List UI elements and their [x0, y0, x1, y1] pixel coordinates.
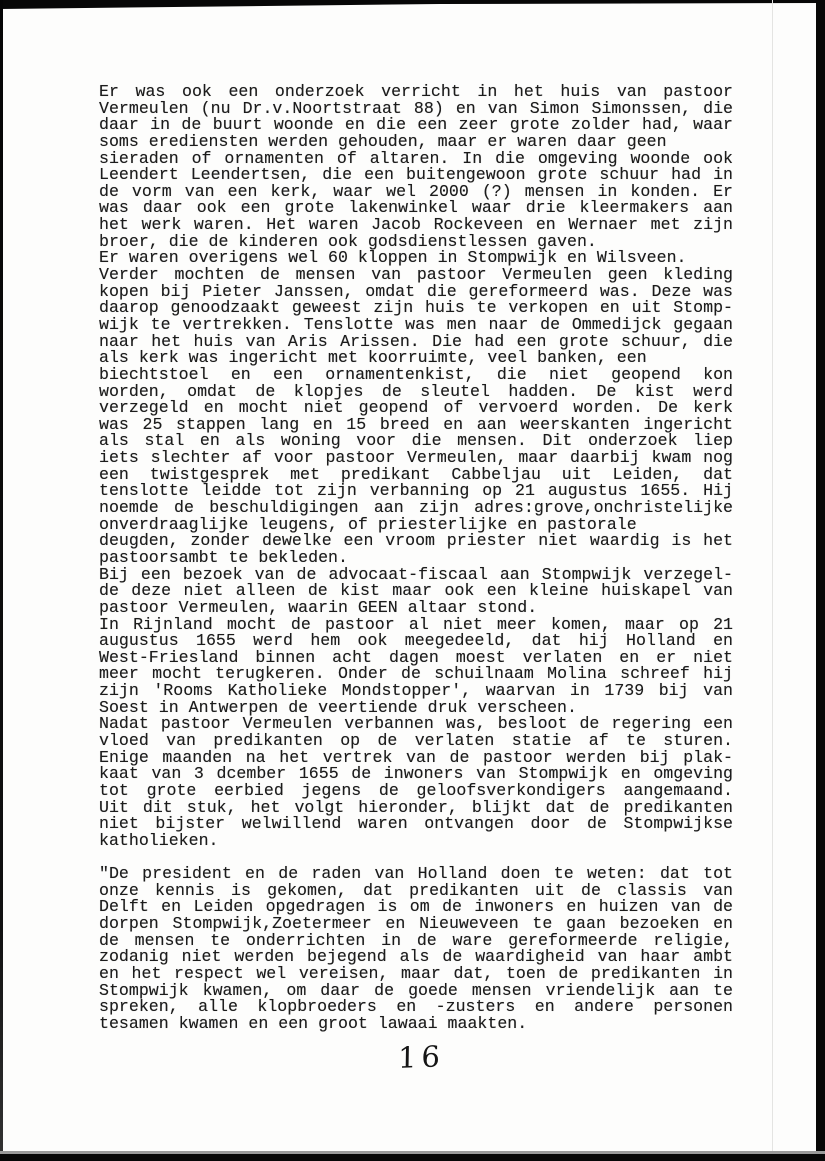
- text-line: de mensen te onderrichten in de ware gereformeerde religie,: [99, 930, 733, 950]
- text-line: het werk waren. Het waren Jacob Rockeveen en Wernaer met zijn: [99, 215, 733, 235]
- text-line: naar het huis van Aris Arissen. Die had een grote schuur, die: [99, 331, 733, 351]
- text-line: worden, omdat de klopjes de sleutel hadden. De kist werd: [99, 381, 733, 401]
- text-line: als stal en als woning voor die mensen. Dit onderzoek liep: [99, 431, 733, 451]
- text-line: Er was ook een onderzoek verricht in het huis van pastoor: [99, 82, 733, 101]
- text-line: zijn 'Rooms Katholieke Mondstopper', waarvan in 1739 bij van: [99, 681, 733, 701]
- text-line: daar in de buurt woonde en die een zeer grote zolder had, waar: [99, 115, 733, 135]
- text-line: tenslotte leidde tot zijn verbanning op 21 augustus 1655. Hij: [99, 481, 733, 501]
- text-line: spreken, alle klopbroeders en -zusters en andere personen: [99, 997, 733, 1017]
- text-line: tot grote eerbied jegens de geloofsverkondigers aangemaand.: [99, 780, 733, 800]
- text-line: verzegeld en mocht niet geopend of vervoerd worden. De kerk: [99, 398, 733, 418]
- text-line: tesamen kwamen en een groot lawaai maakten.: [99, 1013, 528, 1033]
- text-line: Soest in Antwerpen de veertiende druk verscheen.: [99, 697, 577, 717]
- text-line: en het respect wel vereisen, maar dat, toen de predikanten in: [99, 963, 733, 983]
- text-line: dorpen Stompwijk,Zoetermeer en Nieuweveen te gaan bezoeken en: [99, 914, 733, 934]
- text-line: Nadat pastoor Vermeulen verbannen was, besloot de regering een: [99, 714, 733, 734]
- text-line: een twistgesprek met predikant Cabbeljau uit Leiden, dat: [99, 464, 733, 484]
- text-line: In Rijnland mocht de pastoor al niet meer komen, maar op 21: [99, 614, 733, 634]
- text-line: kopen bij Pieter Janssen, omdat die gereformeerd was. Deze was: [99, 281, 733, 301]
- text-line: West-Friesland binnen acht dagen moest verlaten en er niet: [99, 647, 733, 667]
- text-line: Bij een bezoek van de advocaat-fiscaal aan Stompwijk verzegel-: [99, 564, 733, 584]
- text-line: biechtstoel en een ornamentenkist, die niet geopend kon: [99, 364, 733, 384]
- text-line: augustus 1655 werd hem ook meegedeeld, dat hij Holland en: [99, 631, 733, 651]
- text-line: Er waren overigens wel 60 kloppen in Stompwijk en Wilsveen.: [99, 248, 687, 268]
- text-line: vloed van predikanten op de verlaten statie af te sturen.: [99, 730, 733, 750]
- scan-border-right: [816, 0, 825, 1161]
- text-line: onverdraaglijke leugens, of priesterlijke en pastorale: [99, 514, 637, 534]
- text-line: was 25 stappen lang en 15 breed en aan weerskanten ingericht: [99, 414, 733, 434]
- text-line: pastoor Vermeulen, waarin GEEN altaar stond.: [99, 597, 538, 617]
- text-line: zodanig niet werden bejegend als de waardigheid van haar ambt: [99, 947, 733, 967]
- handwritten-page-number: 16: [397, 1039, 446, 1075]
- text-line: Vermeulen (nu Dr.v.Noortstraat 88) en van Simon Simonssen, die: [99, 98, 733, 118]
- text-line: Verder mochten de mensen van pastoor Vermeulen geen kleding: [99, 265, 733, 285]
- text-line: broer, die de kinderen ook godsdienstlessen gaven.: [99, 231, 597, 251]
- text-line: de deze niet alleen de kist maar ook een kleine huiskapel van: [99, 581, 733, 601]
- text-line: noemde de beschuldigingen aan zijn adres:grove,onchristelijke: [99, 498, 733, 518]
- text-line: pastoorsambt te bekleden.: [99, 547, 348, 567]
- text-line: "De president en de raden van Holland doen te weten: dat tot: [99, 864, 733, 884]
- text-line: Enige maanden na het vertrek van de pastoor werden bij plak-: [99, 747, 733, 767]
- text-line: soms erediensten werden gehouden, maar er waren daar geen: [99, 131, 667, 151]
- text-line: Stompwijk kwamen, om daar de goede mensen vriendelijk aan te: [99, 980, 733, 1000]
- paper-edge-line: [772, 0, 773, 1161]
- text-line: Delft en Leiden opgedragen is om de inwoners en huizen van de: [99, 897, 733, 917]
- text-line: was daar ook een grote lakenwinkel waar drie kleermakers aan: [99, 198, 733, 218]
- text-line: katholieken.: [99, 830, 219, 850]
- text-line: onze kennis is gekomen, dat predikanten uit de classis van: [99, 880, 733, 900]
- text-line: als kerk was ingericht met koorruimte, veel banken, een: [99, 348, 647, 368]
- text-line: wijk te vertrekken. Tenslotte was men naar de Ommedijck gegaan: [99, 314, 733, 334]
- text-line: niet bijster welwillend waren ontvangen door de Stompwijkse: [99, 814, 733, 834]
- text-block: [99, 84, 733, 1033]
- text-line: iets slechter af voor pastoor Vermeulen, maar daarbij kwam nog: [99, 448, 733, 468]
- text-line: daarop genoodzaakt geweest zijn huis te verkopen en uit Stomp-: [99, 298, 733, 318]
- text-line: kaat van 3 dcember 1655 de inwoners van Stompwijk en omgeving: [99, 764, 733, 784]
- text-line: deugden, zonder dewelke een vroom priester niet waardig is het: [99, 531, 733, 551]
- scan-border-top: [0, 0, 825, 9]
- text-line: meer mocht terugkeren. Onder de schuilnaam Molina schreef hij: [99, 664, 733, 684]
- scan-border-left: [0, 0, 3, 1161]
- text-line: Leendert Leendertsen, die een buitengewoon grote schuur had in: [99, 165, 733, 185]
- scan-border-bottom: [0, 1154, 825, 1161]
- text-line: de vorm van een kerk, waar wel 2000 (?) mensen in konden. Er: [99, 181, 733, 201]
- text-line: Uit dit stuk, het volgt hieronder, blijkt dat de predikanten: [99, 797, 733, 817]
- text-line: sieraden of ornamenten of altaren. In die omgeving woonde ook: [99, 148, 733, 168]
